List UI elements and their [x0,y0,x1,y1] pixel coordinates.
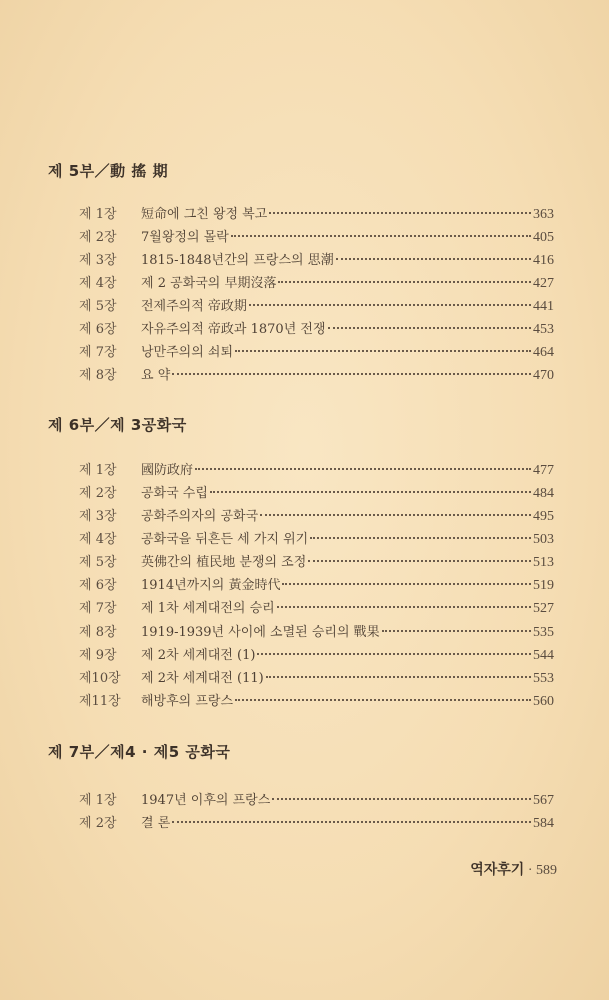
chapter-number: 제 1장 [79,207,117,222]
toc-entry[interactable] [79,528,554,550]
chapter-number: 제 5장 [79,555,117,570]
toc-entry[interactable] [79,249,554,271]
page-number: 427 [533,276,554,291]
chapter-number: 제 2장 [79,486,117,501]
toc-entry[interactable] [79,789,554,811]
chapter-number: 제 5장 [79,299,117,314]
chapter-title: 제 2 공화국의 早期沒落 [141,276,277,291]
afterword-separator: · [524,863,536,878]
chapter-title: 요 약 [141,368,171,383]
dot-leader [260,514,531,516]
chapter-title: 英佛간의 植民地 분쟁의 조정 [141,555,307,570]
chapter-title: 國防政府 [141,463,194,478]
chapter-number: 제 2장 [79,816,117,831]
chapter-title: 短命에 그친 왕정 복고 [141,207,268,222]
chapter-number: 제 4장 [79,532,117,547]
page-number: 464 [533,345,554,360]
dot-leader [266,676,531,678]
chapter-number: 제10장 [79,671,121,686]
dot-leader [235,350,531,352]
chapter-number: 제 1장 [79,463,117,478]
chapter-title: 1919-1939년 사이에 소멸된 승리의 戰果 [141,625,380,640]
toc-entry[interactable] [79,574,554,596]
page-number: 560 [533,694,554,709]
page-number: 527 [533,601,554,616]
chapter-number: 제 6장 [79,322,117,337]
toc-entry[interactable] [79,597,554,619]
toc-entry[interactable] [79,690,554,712]
chapter-title: 공화국 수립 [141,486,208,501]
chapter-title: 제 2차 세계대전 (11) [141,671,264,686]
dot-leader [310,537,531,539]
page-number: 484 [533,486,554,501]
page-number: 416 [533,253,554,268]
page-number: 567 [533,793,554,808]
toc-entry[interactable] [79,318,554,340]
page-number: 363 [533,207,554,222]
dot-leader [282,583,531,585]
chapter-number: 제 3장 [79,509,117,524]
page-number: 544 [533,648,554,663]
chapter-number: 제11장 [79,694,121,709]
chapter-number: 제 1장 [79,793,117,808]
chapter-title: 제 2차 세계대전 (1) [141,648,256,663]
toc-entry[interactable] [79,621,554,643]
page-number: 405 [533,230,554,245]
toc-entry[interactable] [79,295,554,317]
chapter-title: 자유주의적 帝政과 1870년 전쟁 [141,322,326,337]
chapter-number: 제 7장 [79,345,117,360]
chapter-title: 제 1차 세계대전의 승리 [141,601,275,616]
toc-entry[interactable] [79,482,554,504]
page-number: 513 [533,555,554,570]
afterword-page-number: 589 [536,863,557,878]
afterword-label: 역자후기 [470,862,525,878]
chapter-title: 1815-1848년간의 프랑스의 思潮 [141,253,334,268]
page-number: 519 [533,578,554,593]
dot-leader [278,281,531,283]
dot-leader [249,304,531,306]
toc-entry[interactable] [79,226,554,248]
chapter-title: 1914년까지의 黃金時代 [141,578,281,593]
chapter-title: 해방후의 프랑스 [141,694,234,709]
chapter-number: 제 8장 [79,625,117,640]
chapter-title: 낭만주의의 쇠퇴 [141,345,234,360]
page-number: 503 [533,532,554,547]
chapter-number: 제 3장 [79,253,117,268]
page-number: 441 [533,299,554,314]
chapter-title: 1947년 이후의 프랑스 [141,793,271,808]
page-number: 477 [533,463,554,478]
dot-leader [235,699,531,701]
page-number: 584 [533,816,554,831]
chapter-number: 제 9장 [79,648,117,663]
page-number: 495 [533,509,554,524]
chapter-title: 결 론 [141,816,171,831]
page-number: 453 [533,322,554,337]
toc-entry[interactable] [79,341,554,363]
chapter-title: 7월왕정의 몰락 [141,230,229,245]
part-title: 제 7부／제4 · 제5 공화국 [48,743,231,761]
chapter-number: 제 6장 [79,578,117,593]
toc-entry[interactable] [79,272,554,294]
chapter-number: 제 7장 [79,601,117,616]
dot-leader [269,212,531,214]
chapter-title: 공화국을 뒤흔든 세 가지 위기 [141,532,309,547]
chapter-title: 전제주의적 帝政期 [141,299,247,314]
dot-leader [382,630,531,632]
toc-entry[interactable] [79,551,554,573]
dot-leader [210,491,531,493]
part-title: 제 6부／제 3공화국 [48,416,187,434]
dot-leader [257,653,531,655]
toc-entry[interactable] [79,505,554,527]
dot-leader [195,468,531,470]
dot-leader [172,821,531,823]
dot-leader [272,798,531,800]
chapter-number: 제 8장 [79,368,117,383]
dot-leader [277,606,531,608]
page-number: 535 [533,625,554,640]
dot-leader [308,560,531,562]
part-title: 제 5부／動 搖 期 [48,162,169,180]
toc-entry[interactable] [79,667,554,689]
toc-entry[interactable] [79,812,554,834]
dot-leader [336,258,531,260]
chapter-number: 제 4장 [79,276,117,291]
dot-leader [231,235,531,237]
toc-entry[interactable] [79,644,554,666]
afterword-entry[interactable] [470,859,557,879]
chapter-title: 공화주의자의 공화국 [141,509,259,524]
chapter-number: 제 2장 [79,230,117,245]
toc-entry[interactable] [79,459,554,481]
dot-leader [172,373,531,375]
dot-leader [328,327,531,329]
toc-entry[interactable] [79,203,554,225]
page-number: 553 [533,671,554,686]
toc-entry[interactable] [79,364,554,386]
page-number: 470 [533,368,554,383]
